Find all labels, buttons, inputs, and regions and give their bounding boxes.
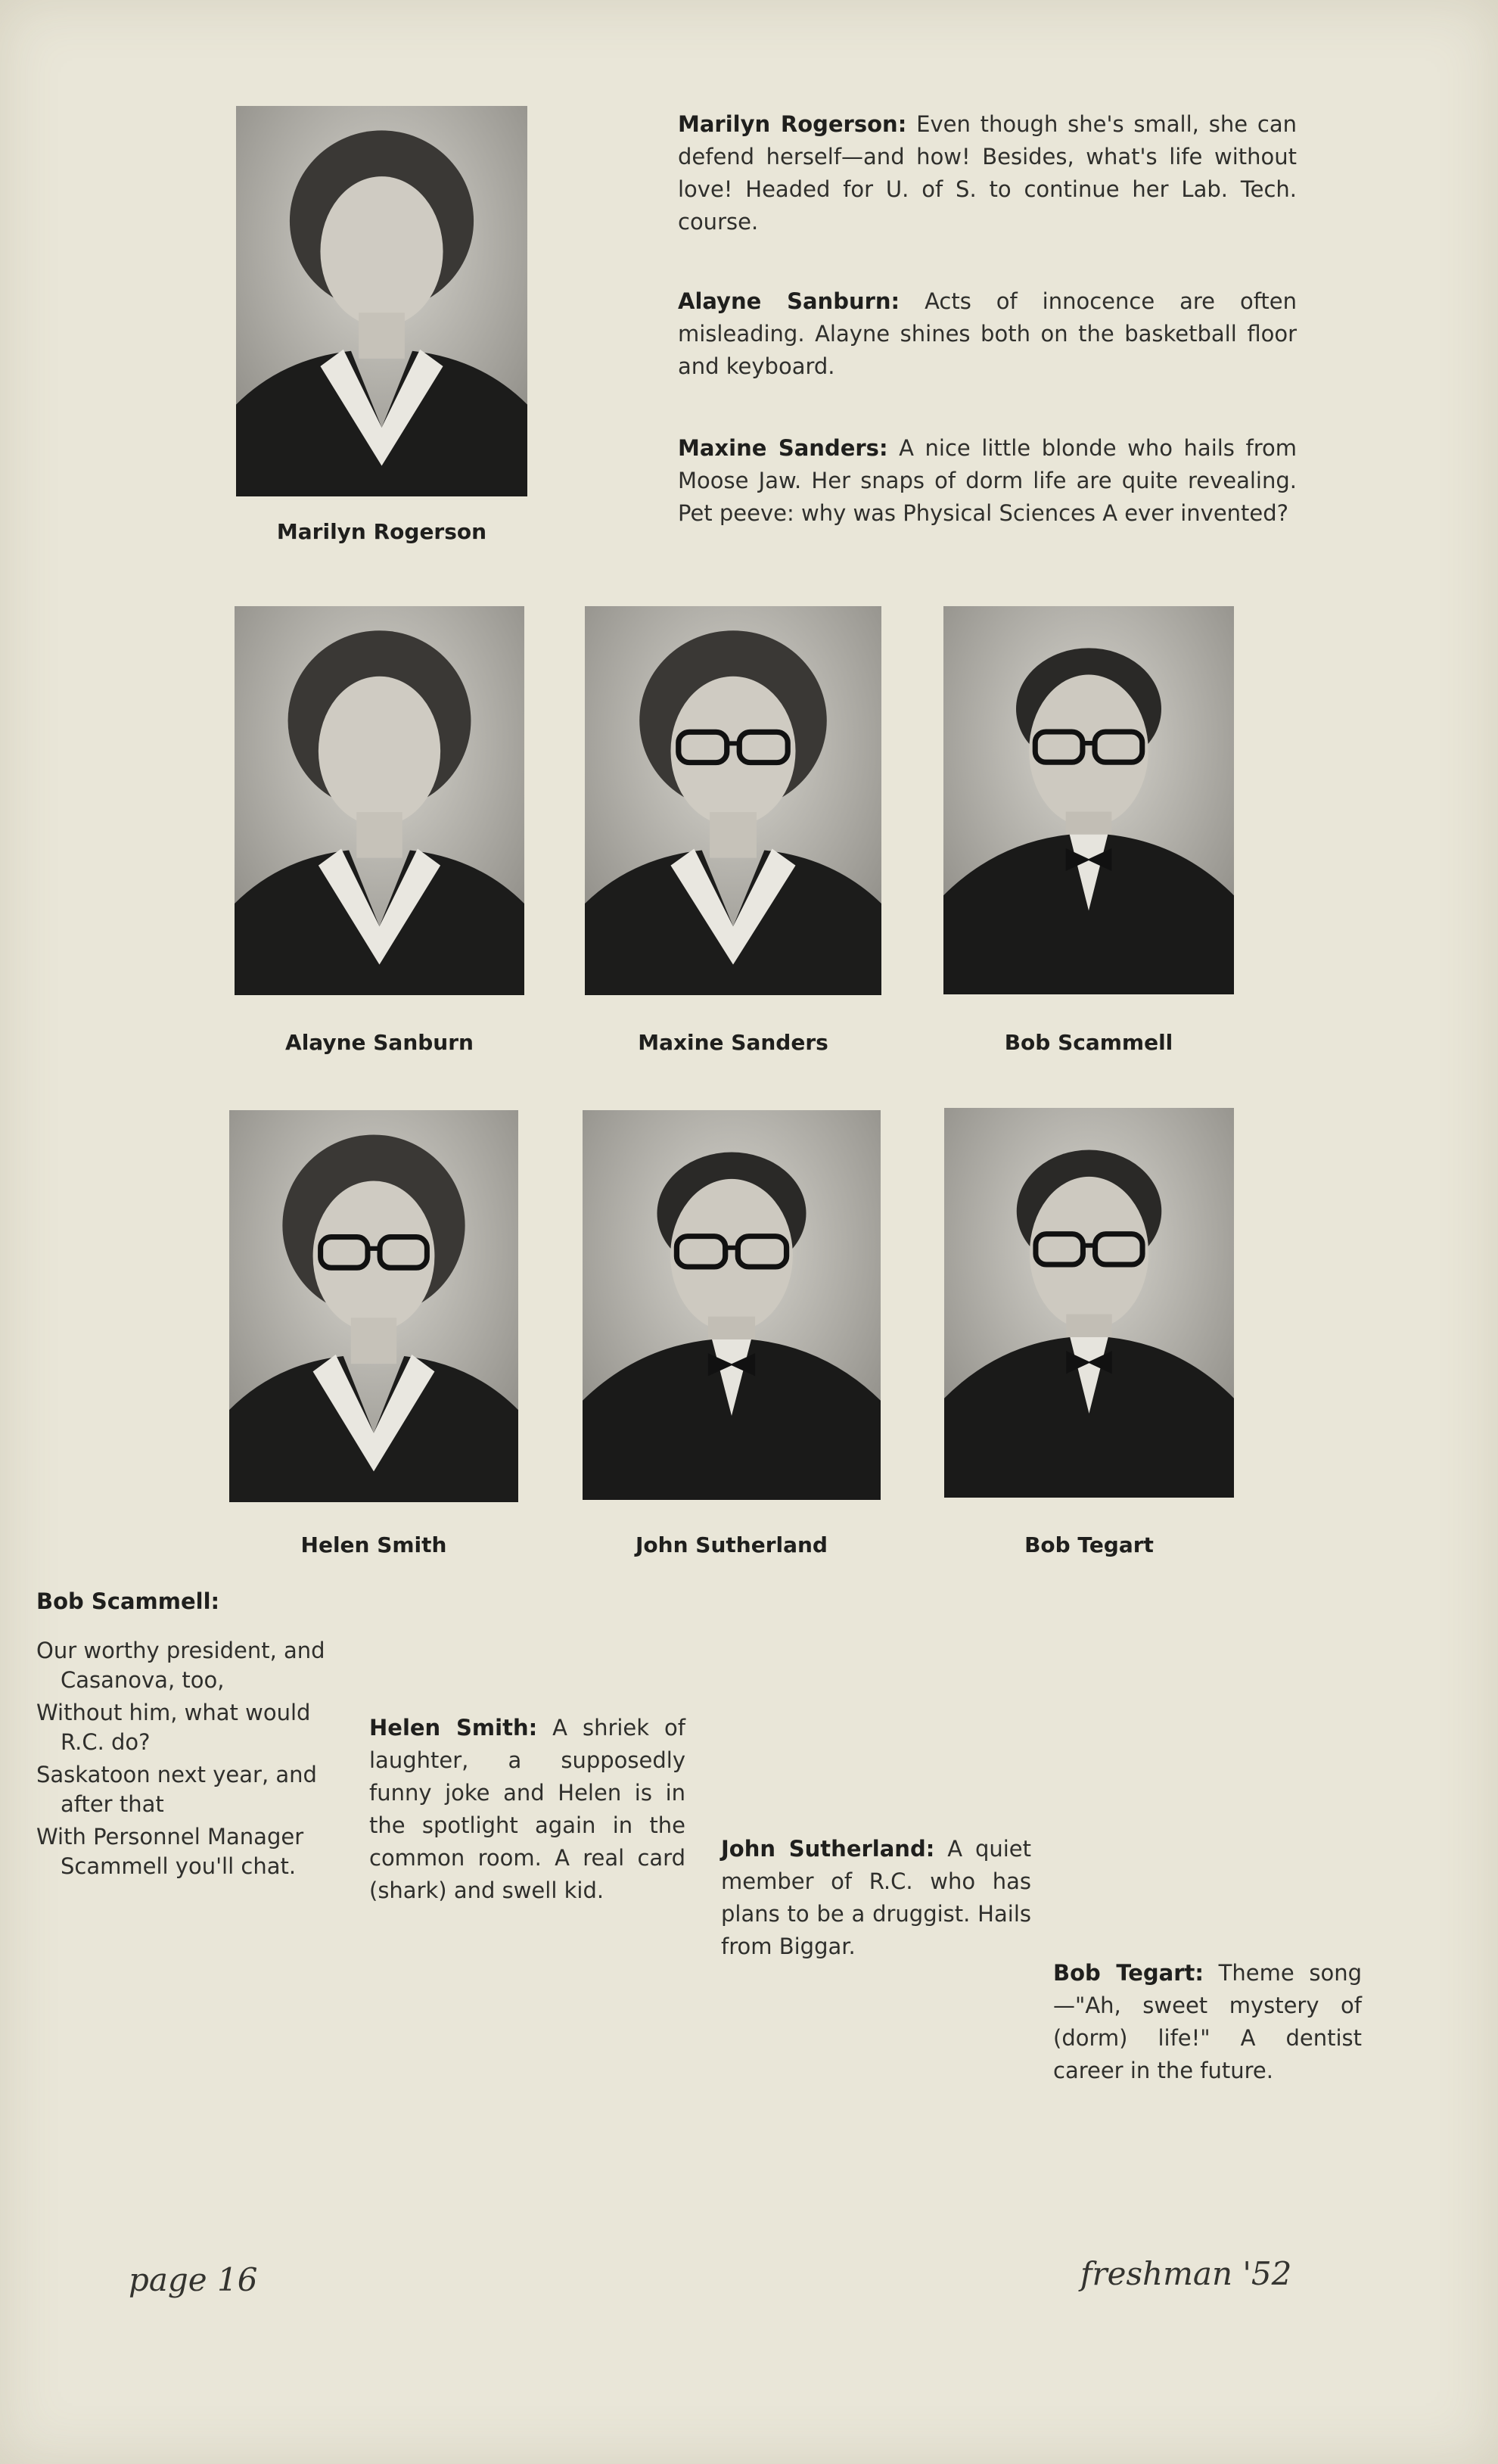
portrait-image bbox=[944, 1108, 1234, 1498]
profile-name: Maxine Sanders: bbox=[678, 435, 888, 461]
portrait-image bbox=[585, 606, 881, 995]
profile-alayne-sanburn bbox=[678, 285, 1297, 383]
portrait-image bbox=[235, 606, 524, 995]
caption-john-sutherland: John Sutherland bbox=[636, 1532, 828, 1557]
verse-line: Our worthy president, and Casanova, too, bbox=[36, 1638, 325, 1693]
page-number: page 16 bbox=[129, 2261, 258, 2298]
profile-text: A nice little blonde who hails from Moose Jaw. Her snaps of dorm life are quite revealing. Pet peeve: why was Physical Sciences A ever invented? bbox=[678, 435, 1297, 526]
caption-bob-tegart: Bob Tegart bbox=[1024, 1532, 1154, 1557]
profile-text: Acts of innocence are often misleading. Alayne shines both on the basketball floor and keyboard. bbox=[678, 288, 1297, 379]
profile-name: Bob Tegart: bbox=[1053, 1960, 1204, 1986]
profile-bob-tegart bbox=[1053, 1957, 1362, 2087]
verse-bob-scammell bbox=[36, 1587, 350, 1884]
profile-maxine-sanders bbox=[678, 432, 1297, 530]
profile-text: Theme song—"Ah, sweet mystery of (dorm) life!" A dentist career in the future. bbox=[1053, 1960, 1362, 2083]
verse-line: Without him, what would R.C. do? bbox=[36, 1700, 311, 1755]
profile-john-sutherland bbox=[721, 1833, 1031, 1963]
caption-bob-scammell: Bob Scammell bbox=[1004, 1030, 1173, 1055]
portrait-image bbox=[583, 1110, 881, 1500]
profile-text: Even though she's small, she can defend herself—and how! Besides, what's life without love! Headed for U. of S. to continue her Lab. Tech. course. bbox=[678, 111, 1297, 235]
profile-name: John Sutherland: bbox=[721, 1836, 935, 1862]
profile-helen-smith bbox=[369, 1712, 685, 1907]
portrait-maxine-sanders bbox=[585, 606, 881, 995]
portrait-john-sutherland bbox=[583, 1110, 881, 1500]
profile-marilyn-rogerson bbox=[678, 108, 1297, 238]
caption-alayne-sanburn: Alayne Sanburn bbox=[285, 1030, 474, 1055]
portrait-image bbox=[229, 1110, 518, 1502]
profile-name: Marilyn Rogerson: bbox=[678, 111, 907, 137]
verse-line: Saskatoon next year, and after that bbox=[36, 1762, 317, 1817]
publication-title: freshman '52 bbox=[1080, 2255, 1292, 2292]
caption-helen-smith: Helen Smith bbox=[300, 1532, 447, 1557]
profile-name: Alayne Sanburn: bbox=[678, 288, 900, 314]
profile-text: A shriek of laughter, a supposedly funny joke and Helen is in the spotlight again in the common room. A real card (shark) and swell kid. bbox=[369, 1715, 685, 1903]
portrait-marilyn-rogerson bbox=[236, 106, 527, 496]
portrait-image bbox=[236, 106, 527, 496]
profile-text: A quiet member of R.C. who has plans to be a druggist. Hails from Biggar. bbox=[721, 1836, 1031, 1959]
portrait-image bbox=[943, 606, 1234, 994]
portrait-helen-smith bbox=[229, 1110, 518, 1502]
portrait-bob-scammell bbox=[943, 606, 1234, 994]
verse-line: With Personnel Manager Scammell you'll chat. bbox=[36, 1824, 304, 1879]
portrait-bob-tegart bbox=[944, 1108, 1234, 1498]
profile-name: Helen Smith: bbox=[369, 1715, 538, 1741]
caption-marilyn-rogerson: Marilyn Rogerson bbox=[276, 519, 487, 544]
caption-maxine-sanders: Maxine Sanders bbox=[638, 1030, 828, 1055]
verse-heading: Bob Scammell: bbox=[36, 1588, 220, 1614]
portrait-alayne-sanburn bbox=[235, 606, 524, 995]
